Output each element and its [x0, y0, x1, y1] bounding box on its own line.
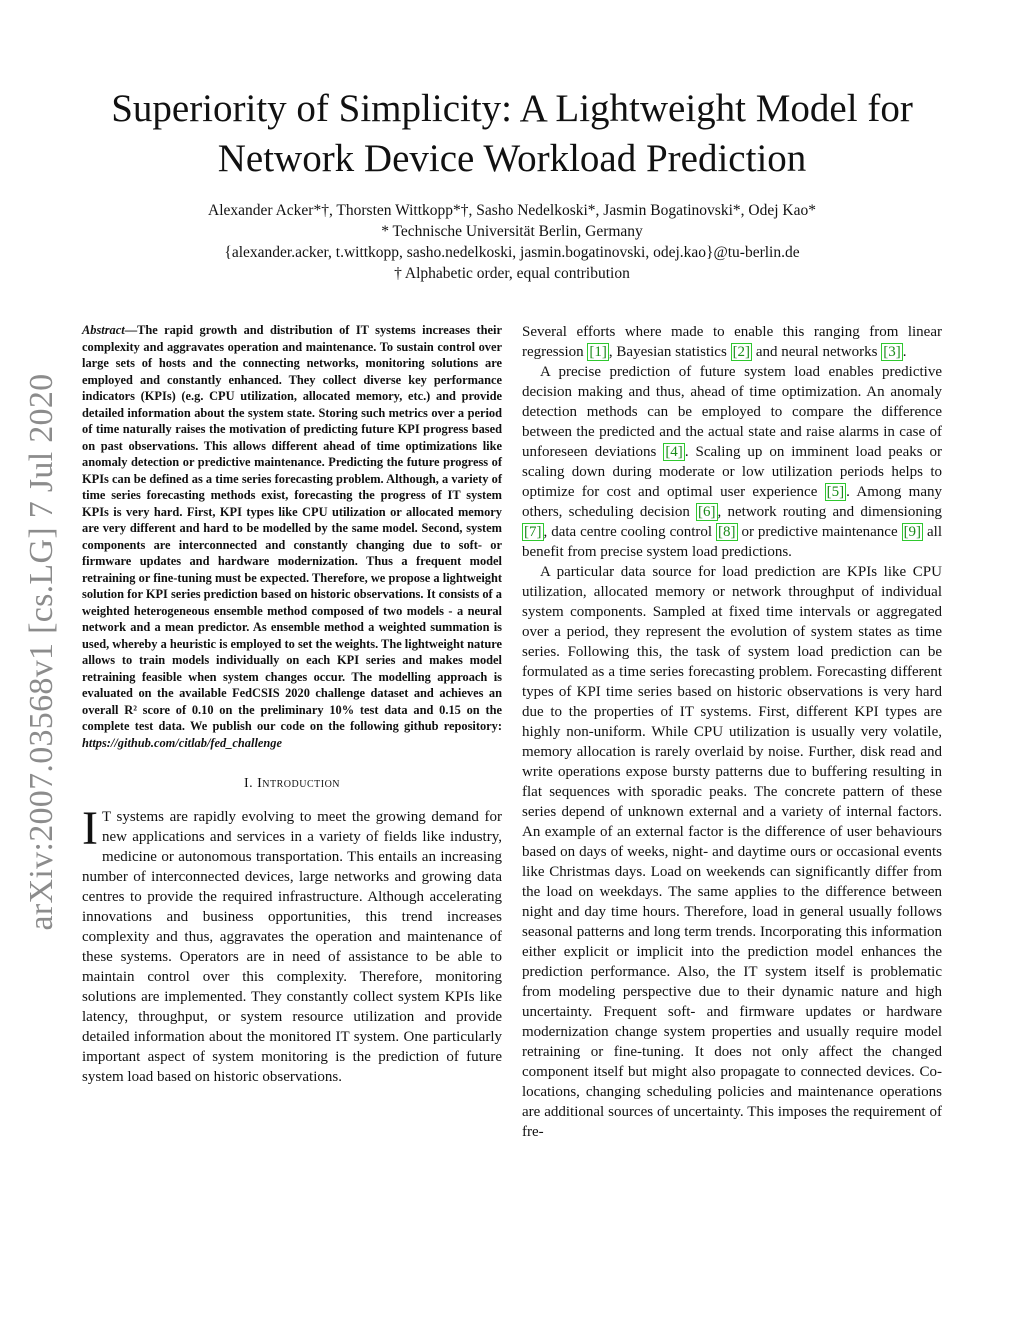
author-names: Alexander Acker*†, Thorsten Wittkopp*†, Sasho Nedelkoski*, Jasmin Bogatinovski*, Odej Kao* — [208, 202, 816, 219]
text-run: . — [902, 344, 907, 360]
section-number: I. — [243, 776, 254, 791]
citation-link[interactable]: [2] — [732, 344, 751, 360]
citation-link[interactable]: [1] — [589, 344, 607, 360]
text-run: , network routing and dimensioning — [717, 504, 942, 520]
citation-link[interactable]: [9] — [903, 524, 922, 540]
paper-title — [60, 84, 964, 184]
dropcap-letter: I — [82, 802, 98, 855]
right-column — [522, 322, 942, 1142]
arxiv-stamp — [14, 372, 70, 932]
intro-paragraph-3 — [522, 362, 942, 562]
github-link[interactable]: https://github.com/citlab/fed_challenge — [82, 735, 282, 750]
text-run: A precise prediction of future system load enables predictive decision making and thus, ahead of time optimization. An anomaly detection methods can be employed to compare the difference between the predicted and the actual state and raise alarms in case of unforeseen deviations — [522, 364, 942, 460]
citation-link[interactable]: [8] — [718, 524, 736, 540]
citation-link[interactable]: [4] — [665, 444, 683, 460]
text-run: , Bayesian statistics — [608, 344, 731, 360]
text-run: and neural networks — [752, 344, 882, 360]
abstract-body: The rapid growth and distribution of IT systems increases their complexity and aggravates operation and maintenance. To sustain control over large sets of hosts and the connecting networks, monitoring solutions are employed and constantly enhanced. They collect diverse key performance indicators (KPIs) (e.g. CPU utilization, allocated memory, etc.) and provide detailed information about the system state. Storing such metrics over a period of time naturally raises the motivation of predicting future KPI progress based on past observations. This allows different ahead of time optimizations like anomaly detection or predictive maintenance. Predicting the future progress of KPIs can be defined as a time series forecasting problem. Although, a variety of time series forecasting methods exist, forecasting the progress of IT system KPIs is very hard. First, KPI types like CPU utilization or allocated memory are very different and hard to be modelled by the same model. Second, system components are interconnected and constantly changing due to soft- or firmware updates and hardware modernization. Thus a frequent model retraining or fine-tuning must be expected. Therefore, we propose a lightweight solution for KPI series prediction based on historic observations. It consists of a weighted heterogeneous ensemble method composed of two models - a neural network and a mean predictor. As ensemble method a weighted summation is used, whereby a heuristic is employed to set the weights. The lightweight nature allows to train models individually on each KPI series and makes model retraining feasible when system changes occur. The modelling approach is evaluated on the available FedCSIS 2020 challenge dataset and achieves an overall R² score of 0.10 on the preliminary 10% test data and 0.15 on the complete test data. We publish our code on the following github repository: — [82, 323, 502, 733]
dropcap-word-rest: T — [101, 809, 111, 825]
intro-paragraph-4: A particular data source for load prediction are KPIs like CPU utilization, allocated memory or network throughput of individual system components. Sampled at fixed time intervals or aggregated over a period, they represent the evolution of system states as time series. Following this, the task of system load prediction can be formulated as a time series forecasting problem. Forecasting different types of KPI time series based on historic observations is very hard due to the properties of IT systems. First, different KPI types are highly non-uniform. While CPU utilization is usually very volatile, memory allocation is rarely overlaid by noise. Further, disk read and write operations expose bursty patterns due to buffering resulting in flat sequences with sporadic peaks. The concrete pattern of these series depend of unknown external and a variety of internal factors. An example of an external factor is the difference of user behaviours based on days of weeks, night- and daytime ours or occasional events like Christmas days. Load on weekends can significantly differ from the load on weekdays. The same applies to the difference between night and day time hours. Therefore, load in general usually follows seasonal patterns and long term trends. Incorporating this information either explicit or implicit into the prediction model enhances the prediction performance. Also, the IT system itself is problematic from modeling perspective due to their dynamic nature and high uncertainty. Frequent soft- and firmware updates or hardware modernization change system properties and usually require model retraining or fine-tuning. It does not only affect the changed component itself but might also propagate to connected devices. Co-locations, changing scheduling policies and maintenance operations are additional sources of uncertainty. This imposes the requirement of fre- — [522, 564, 942, 1140]
citation-link[interactable]: [7] — [524, 524, 542, 540]
text-run: . Scaling up on imminent load peaks or scaling down during moderate or low utilization periods helps to optimize for cost and optimal user experience — [522, 444, 942, 500]
author-block — [60, 200, 964, 284]
equal-contribution-note: † Alphabetic order, equal contribution — [394, 265, 630, 282]
text-run: all benefit from precise system load predictions. — [522, 524, 942, 560]
intro-paragraph-2 — [522, 322, 942, 362]
author-emails: {alexander.acker, t.wittkopp, sasho.nedelkoski, jasmin.bogatinovski, odej.kao}@tu-berlin.de — [224, 244, 800, 261]
text-run: , data centre cooling control — [543, 524, 717, 540]
text-run: Several efforts where made to enable this ranging from linear regression — [522, 324, 942, 360]
citation-link[interactable]: [5] — [826, 484, 845, 500]
citation-link[interactable]: [6] — [698, 504, 716, 520]
abstract-label: Abstract — [82, 323, 125, 337]
title-line-1: Superiority of Simplicity: A Lightweight Model for — [111, 87, 913, 130]
left-column — [82, 322, 502, 1087]
abstract — [82, 322, 502, 751]
intro-paragraph-1-text: systems are rapidly evolving to meet the growing demand for new applications and services in a variety of fields like industry, medicine or autonomous transportation. This entails an increasing number of interconnected devices, large networks and growing data centres to provide the required infrastructure. Although accelerating innovations and business opportunities, this trend increases complexity and thus, aggravates the operation and maintenance of these systems. Operators are in need of assistance to be able to maintain control over this complexity. Therefore, monitoring solutions are implemented. They constantly collect system KPIs like latency, throughput, or system resource utilization and provide detailed information about the monitored IT system. One particularly important aspect of system monitoring is the prediction of future system load based on historic observations. — [82, 809, 502, 1085]
abstract-dash: — — [124, 323, 138, 337]
intro-paragraph-1 — [82, 802, 502, 1087]
section-heading-introduction — [82, 775, 502, 793]
section-title: Introduction — [257, 776, 341, 791]
text-run: or predictive maintenance — [737, 524, 902, 540]
affiliation: * Technische Universität Berlin, Germany — [381, 223, 643, 240]
title-line-2: Network Device Workload Prediction — [217, 137, 807, 180]
arxiv-stamp-text: arXiv:2007.03568v1 [cs.LG] 7 Jul 2020 — [23, 373, 60, 931]
citation-link[interactable]: [3] — [883, 344, 901, 360]
text-run: . Among many others, scheduling decision — [522, 484, 942, 520]
